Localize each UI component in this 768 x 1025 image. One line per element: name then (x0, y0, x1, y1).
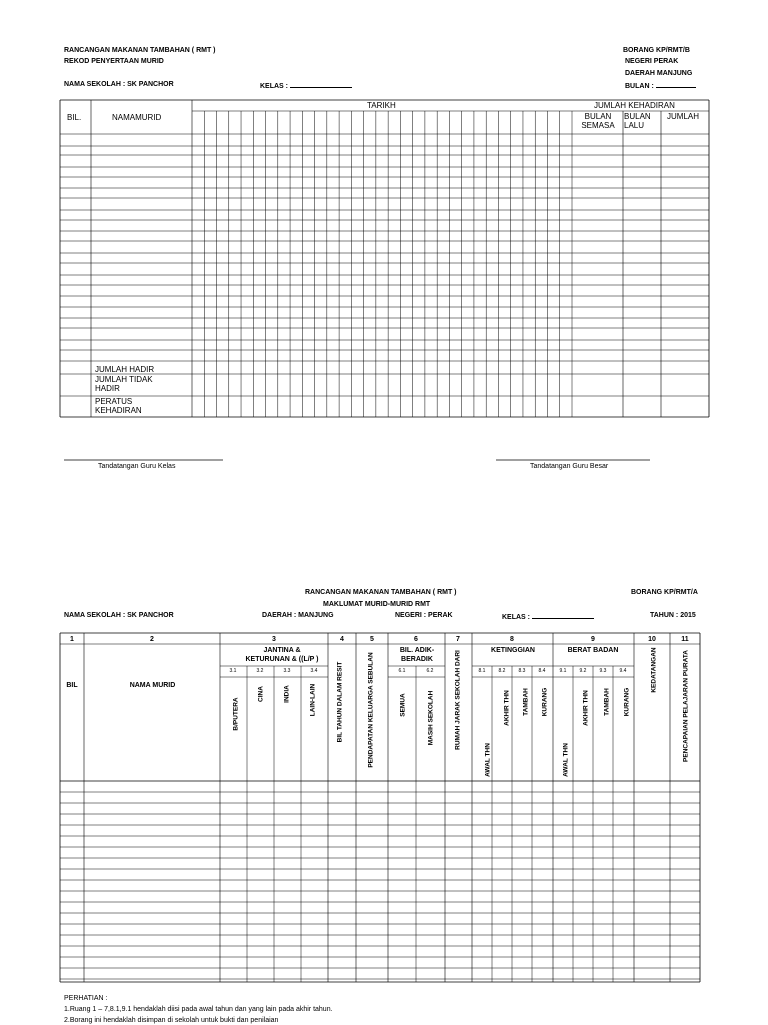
note-1: 1.Ruang 1 – 7,8.1,9.1 hendaklah diisi pada awal tahun dan yang lain pada akhir tahun. (64, 1006, 333, 1013)
form-a-year: TAHUN : 2015 (650, 612, 696, 619)
col-number-1: 1 (70, 636, 74, 643)
v-pencapaian: PENCAPAIAN PELAJARAN PURATA (682, 650, 690, 762)
form-a-code: BORANG KP/RMT/A (631, 589, 698, 596)
form-b-title-1: RANCANGAN MAKANAN TAMBAHAN ( RMT ) (64, 47, 216, 54)
col-nama-murid: NAMAMURID (112, 113, 162, 122)
sub-number-3-4: 3.4 (310, 668, 318, 674)
hdr-bil: BIL (66, 682, 78, 689)
col-number-7: 7 (456, 636, 460, 643)
notes-title: PERHATIAN : (64, 995, 108, 1002)
v-kurang-1: KURANG (541, 687, 549, 717)
sub-number-9-3: 9.3 (599, 668, 607, 674)
sub-number-9-2: 9.2 (579, 668, 587, 674)
v-akhir-1: AKHIR THN (503, 690, 511, 726)
hdr-jantina: JANTINA & KETURUNAN & ((L/P ) (245, 647, 319, 663)
v-india: INDIA (283, 685, 291, 703)
form-a-title-2: MAKLUMAT MURID-MURID RMT (323, 601, 431, 608)
form-b-school: NAMA SEKOLAH : SK PANCHOR (64, 81, 174, 88)
form-b-bulan-label: BULAN : (625, 83, 654, 90)
form-a-state: NEGERI : PERAK (395, 612, 453, 619)
col-tarikh: TARIKH (367, 101, 396, 110)
col-number-11: 11 (681, 636, 689, 643)
col-jumlah-kehadiran: JUMLAH KEHADIRAN (594, 101, 675, 110)
col-number-2: 2 (150, 636, 154, 643)
form-b-state: NEGERI PERAK (625, 58, 679, 65)
sign-guru-besar: Tandatangan Guru Besar (530, 463, 609, 470)
form-a-kelas-label: KELAS : (502, 614, 530, 621)
sub-number-8-2: 8.2 (498, 668, 506, 674)
hdr-ketinggian: KETINGGIAN (491, 647, 535, 654)
v-akhir-2: AKHIR THN (582, 690, 590, 726)
col-jumlah: JUMLAH (667, 112, 700, 121)
sub-number-9-4: 9.4 (619, 668, 627, 674)
sub-number-8-4: 8.4 (538, 668, 546, 674)
form-b-code: BORANG KP/RMT/B (623, 47, 690, 54)
v-cina: CINA (257, 686, 265, 702)
col-number-6: 6 (414, 636, 418, 643)
sub-number-8-1: 8.1 (478, 668, 486, 674)
col-number-9: 9 (591, 636, 595, 643)
v-putera: B/PUTERA (232, 697, 240, 731)
col-number-3: 3 (272, 636, 276, 643)
v-awal-2: AWAL THN (562, 743, 570, 777)
col-bil: BIL. (67, 113, 82, 122)
sub-number-3-1: 3.1 (229, 668, 237, 674)
v-tambah-1: TAMBAH (522, 688, 530, 716)
col-number-10: 10 (648, 636, 656, 643)
form-b-kelas-label: KELAS : (260, 83, 288, 90)
v-tambah-2: TAMBAH (603, 688, 611, 716)
hdr-adik-beradik: BIL. ADIK-BERADIK (399, 647, 435, 663)
form-a-district: DAERAH : MANJUNG (262, 612, 334, 619)
v-awal-1: AWAL THN (484, 743, 492, 777)
col-number-8: 8 (510, 636, 514, 643)
note-2: 2.Borang ini hendaklah disimpan di sekolah untuk bukti dan penilaian (64, 1017, 279, 1024)
sub-number-6-1: 6.1 (398, 668, 406, 674)
row-jumlah-hadir: JUMLAH HADIR (95, 365, 155, 374)
sign-guru-kelas: Tandatangan Guru Kelas (98, 463, 176, 470)
form-b-district: DAERAH MANJUNG (625, 70, 693, 77)
col-bulan-lalu: BULAN LALU (624, 112, 651, 130)
sub-number-6-2: 6.2 (426, 668, 434, 674)
col-number-4: 4 (340, 636, 344, 643)
v-kedatangan: KEDATANGAN (650, 647, 658, 693)
sub-number-3-2: 3.2 (256, 668, 264, 674)
v-bil-tahun: BIL TAHUN DALAM RESIT (336, 661, 344, 743)
row-jumlah-tidak-hadir: JUMLAH TIDAK HADIR (95, 375, 153, 393)
sub-number-9-1: 9.1 (559, 668, 567, 674)
v-semua: SEMUA (399, 693, 407, 717)
v-masih-sekolah: MASIH SEKOLAH (427, 690, 435, 746)
form-a-school: NAMA SEKOLAH : SK PANCHOR (64, 612, 174, 619)
col-bulan-semasa: BULAN SEMASA (581, 112, 615, 130)
col-number-5: 5 (370, 636, 374, 643)
row-peratus-kehadiran: PERATUS KEHADIRAN (95, 397, 142, 415)
form-a-title-1: RANCANGAN MAKANAN TAMBAHAN ( RMT ) (305, 589, 457, 596)
sub-number-8-3: 8.3 (518, 668, 526, 674)
hdr-nama-murid: NAMA MURID (129, 682, 176, 689)
form-b-title-2: REKOD PENYERTAAN MURID (64, 58, 164, 65)
v-lain: LAIN-LAIN (309, 683, 317, 717)
hdr-berat-badan: BERAT BADAN (567, 647, 619, 654)
v-jarak: RUMAH JARAK SEKOLAH DARI (454, 650, 462, 750)
v-pendapatan: PENDAPATAN KELUARGA SEBULAN (367, 652, 375, 768)
v-kurang-2: KURANG (623, 687, 631, 717)
sub-number-3-3: 3.3 (283, 668, 291, 674)
